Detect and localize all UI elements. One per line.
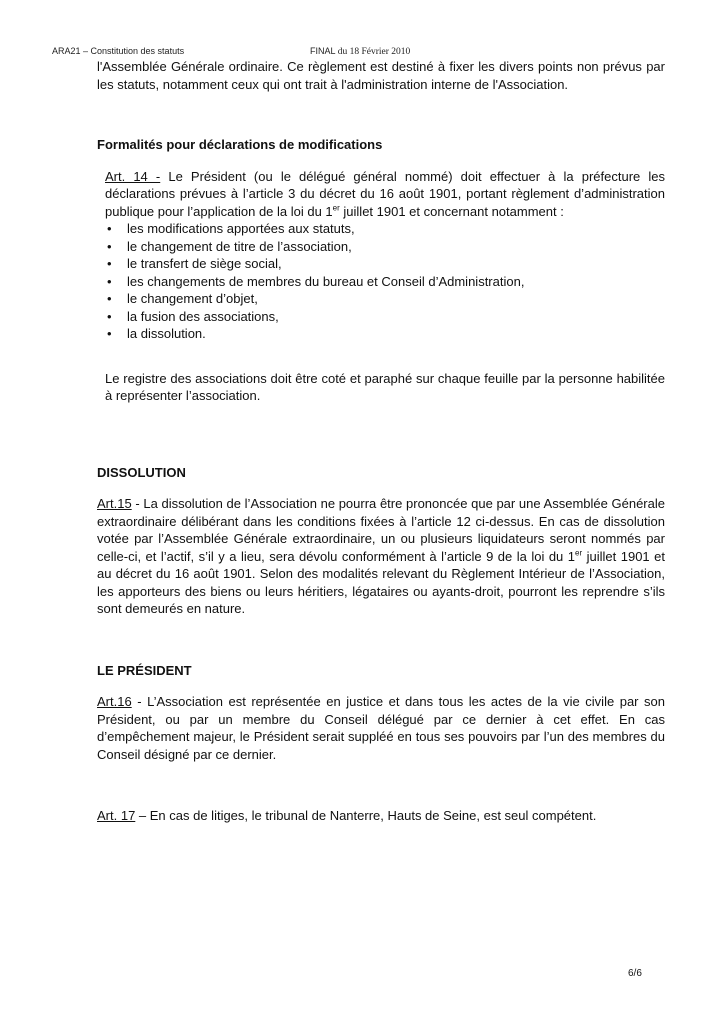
header-final-label: FINAL: [310, 46, 336, 56]
document-body: [97, 58, 665, 825]
article-15-sup: er: [575, 548, 583, 558]
bullet-icon: •: [107, 256, 112, 271]
article-15-label: Art.15: [97, 496, 132, 511]
list-item-text: les changements de membres du bureau et Conseil d’Administration,: [127, 273, 525, 289]
registre-paragraph: Le registre des associations doit être coté et paraphé sur chaque feuille par la personne habilitée à représenter l’association.: [105, 370, 665, 403]
article-15-text-a: - La dissolution de l’Association ne pourra être prononcée que par une Assemblée Générale extraordinaire délibérant dans les conditions fixées à l’article 12 ci-dessus. En cas de dissolution votée par l’Assemblée Générale extraordinaire, un ou plusieurs liquidateurs seront nommés par celle-ci, et l’actif, s’il y a lieu, sera dévolu conformément à l’article 9 de la loi du 1: [97, 496, 665, 564]
article-14-sup: er: [332, 203, 340, 213]
header-document-title: ARA21 – Constitution des statuts: [52, 46, 185, 56]
bullet-icon: •: [107, 326, 112, 341]
bullet-icon: •: [107, 238, 112, 254]
list-item-text: les modifications apportées aux statuts,: [127, 221, 355, 236]
section-title-formalites: Formalités pour déclarations de modifications: [97, 137, 383, 152]
article-16-paragraph: [97, 693, 665, 763]
article-15-text-b: juillet 1901 et au décret du 16 août 1901. Selon des modalités relevant du Règlement Intérieur de l’Association, les apporteurs des biens ou leurs héritiers, légataires ou ayants-droit, pourront les reprendre s’ils sont demeurés en nature.: [97, 548, 665, 616]
list-item: [105, 325, 665, 343]
list-item-text: la fusion des associations,: [127, 308, 279, 324]
header-date: du 18 Février 2010: [337, 47, 411, 57]
list-item: [105, 220, 665, 238]
article-14-text-a: Le Président (ou le délégué général nommé) doit effectuer à la préfecture les déclarations prévues à l’article 3 du décret du 16 août 1901, portant règlement d’administration publique pour l’application de la loi du 1: [105, 168, 665, 219]
list-item: [105, 238, 665, 256]
list-item: [105, 273, 665, 291]
modifications-list: [97, 220, 665, 343]
page-number: 6/6: [628, 968, 642, 979]
list-item: [105, 308, 665, 326]
list-item: [105, 255, 665, 273]
list-item-text: le changement de titre de l’association,: [127, 238, 352, 254]
article-14-paragraph: [105, 168, 665, 221]
intro-paragraph: l'Assemblée Générale ordinaire. Ce règlement est destiné à fixer les divers points non prévus par les statuts, notamment ceux qui ont trait à l'administration interne de l'Association.: [97, 59, 665, 92]
article-14-label: Art. 14 -: [105, 168, 161, 184]
registre-block: [97, 370, 665, 405]
bullet-icon: •: [107, 221, 112, 236]
header-version: [310, 46, 410, 58]
article-16-text: - L’Association est représentée en justice et dans tous les actes de la vie civile par son Président, ou par un membre du Conseil délégué par ce dernier à cet effet. En cas d’empêchement majeur, le Président serait suppléé en tous ses pouvoirs par l’un des membres du Conseil désigné par ce dernier.: [97, 694, 665, 762]
section-title-president: LE PRÉSIDENT: [97, 662, 192, 678]
article-14: [97, 168, 665, 221]
article-14-text-b: juillet 1901 et concernant notamment :: [339, 203, 564, 219]
list-item: [105, 290, 665, 308]
bullet-icon: •: [107, 291, 112, 306]
article-17-paragraph: [97, 807, 665, 825]
article-15-paragraph: [97, 495, 665, 618]
bullet-icon: •: [107, 273, 112, 289]
list-item-text: le transfert de siège social,: [127, 256, 282, 271]
article-17-label: Art. 17: [97, 808, 136, 823]
article-17-text: – En cas de litiges, le tribunal de Nanterre, Hauts de Seine, est seul compétent.: [135, 808, 597, 823]
article-16-label: Art.16: [97, 694, 132, 709]
list-item-text: la dissolution.: [127, 326, 206, 341]
section-title-dissolution: DISSOLUTION: [97, 464, 186, 480]
list-item-text: le changement d’objet,: [127, 291, 258, 306]
bullet-icon: •: [107, 308, 112, 324]
